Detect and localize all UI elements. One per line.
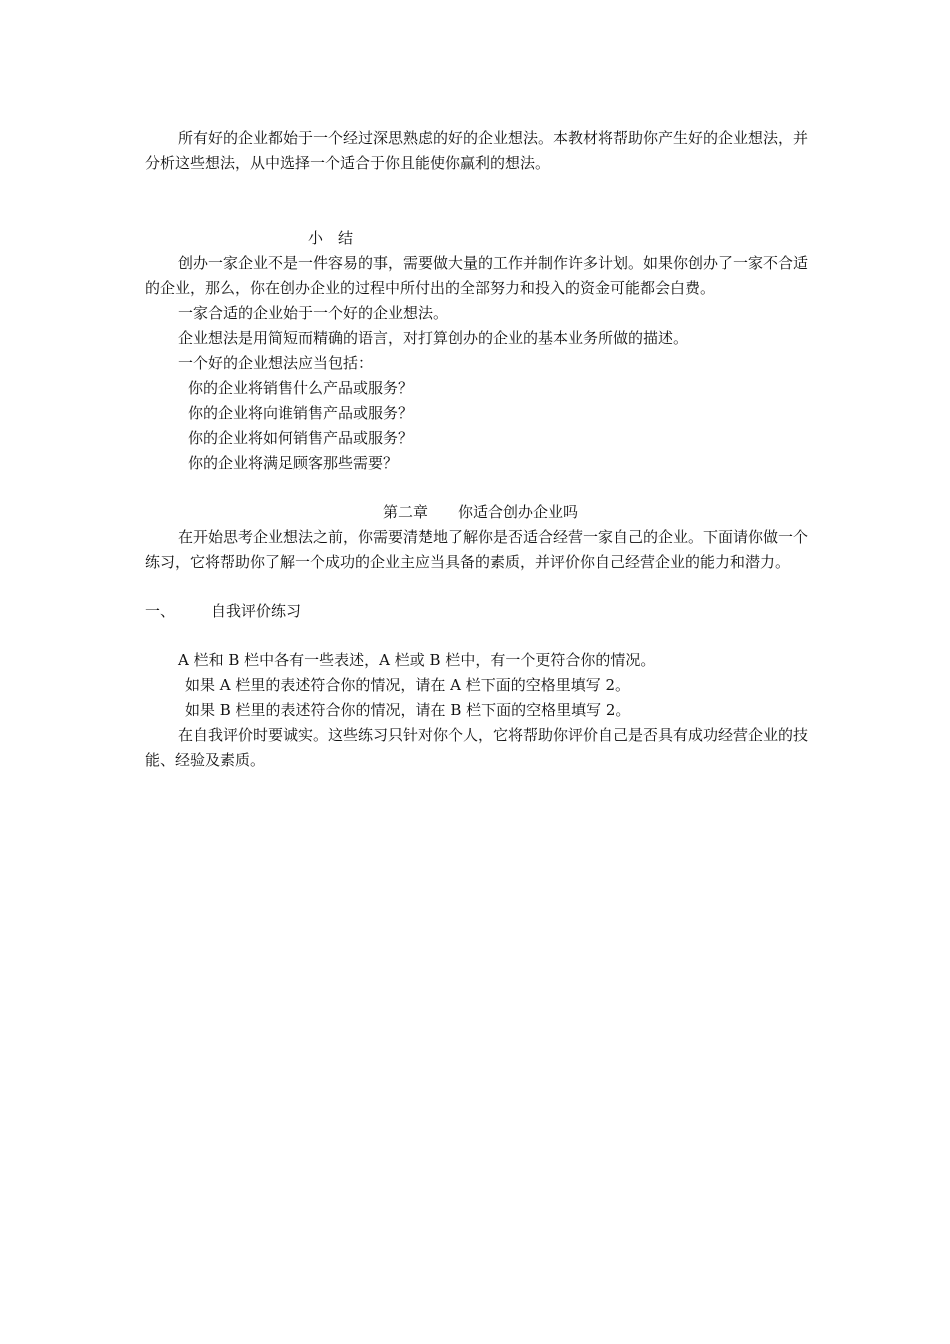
summary-paragraph: 一家合适的企业始于一个好的企业想法。 bbox=[178, 304, 449, 322]
section-number: 一、 bbox=[145, 602, 176, 620]
summary-paragraph: 创办一家企业不是一件容易的事，需要做大量的工作并制作许多计划。如果你创办了一家不合适的企业，那么，你在创办企业的过程中所付出的全部努力和投入的资金可能都会白费。 bbox=[145, 254, 809, 297]
section-intro: A 栏和 B 栏中各有一些表述，A 栏或 B 栏中，有一个更符合你的情况。 bbox=[178, 651, 656, 669]
chapter-title: 第二章 你适合创办企业吗 bbox=[383, 503, 579, 521]
document-page bbox=[145, 126, 808, 773]
summary-paragraph: 一个好的企业想法应当包括： bbox=[178, 354, 374, 372]
section-rule-a: 如果 A 栏里的表述符合你的情况，请在 A 栏下面的空格里填写 2。 bbox=[185, 676, 631, 694]
summary-paragraph: 企业想法是用简短而精确的语言，对打算创办的企业的基本业务所做的描述。 bbox=[178, 329, 689, 347]
section-rule-b: 如果 B 栏里的表述符合你的情况，请在 B 栏下面的空格里填写 2。 bbox=[185, 701, 631, 719]
section-closing: 在自我评价时要诚实。这些练习只针对你个人，它将帮助你评价自己是否具有成功经营企业的技能、经验及素质。 bbox=[145, 726, 809, 769]
intro-paragraph: 所有好的企业都始于一个经过深思熟虑的好的企业想法。本教材将帮助你产生好的企业想法，并分析这些想法，从中选择一个适合于你且能使你赢利的想法。 bbox=[145, 129, 809, 172]
summary-question: 你的企业将向谁销售产品或服务？ bbox=[188, 404, 414, 422]
summary-question: 你的企业将满足顾客那些需要？ bbox=[188, 454, 399, 472]
summary-title: 小 结 bbox=[308, 229, 354, 247]
summary-question: 你的企业将销售什么产品或服务？ bbox=[188, 379, 414, 397]
chapter-paragraph: 在开始思考企业想法之前，你需要清楚地了解你是否适合经营一家自己的企业。下面请你做一个练习，它将帮助你了解一个成功的企业主应当具备的素质，并评价你自己经营企业的能力和潜力。 bbox=[145, 528, 809, 571]
section-title: 自我评价练习 bbox=[211, 602, 302, 620]
summary-question: 你的企业将如何销售产品或服务？ bbox=[188, 429, 414, 447]
section-heading bbox=[145, 599, 808, 624]
